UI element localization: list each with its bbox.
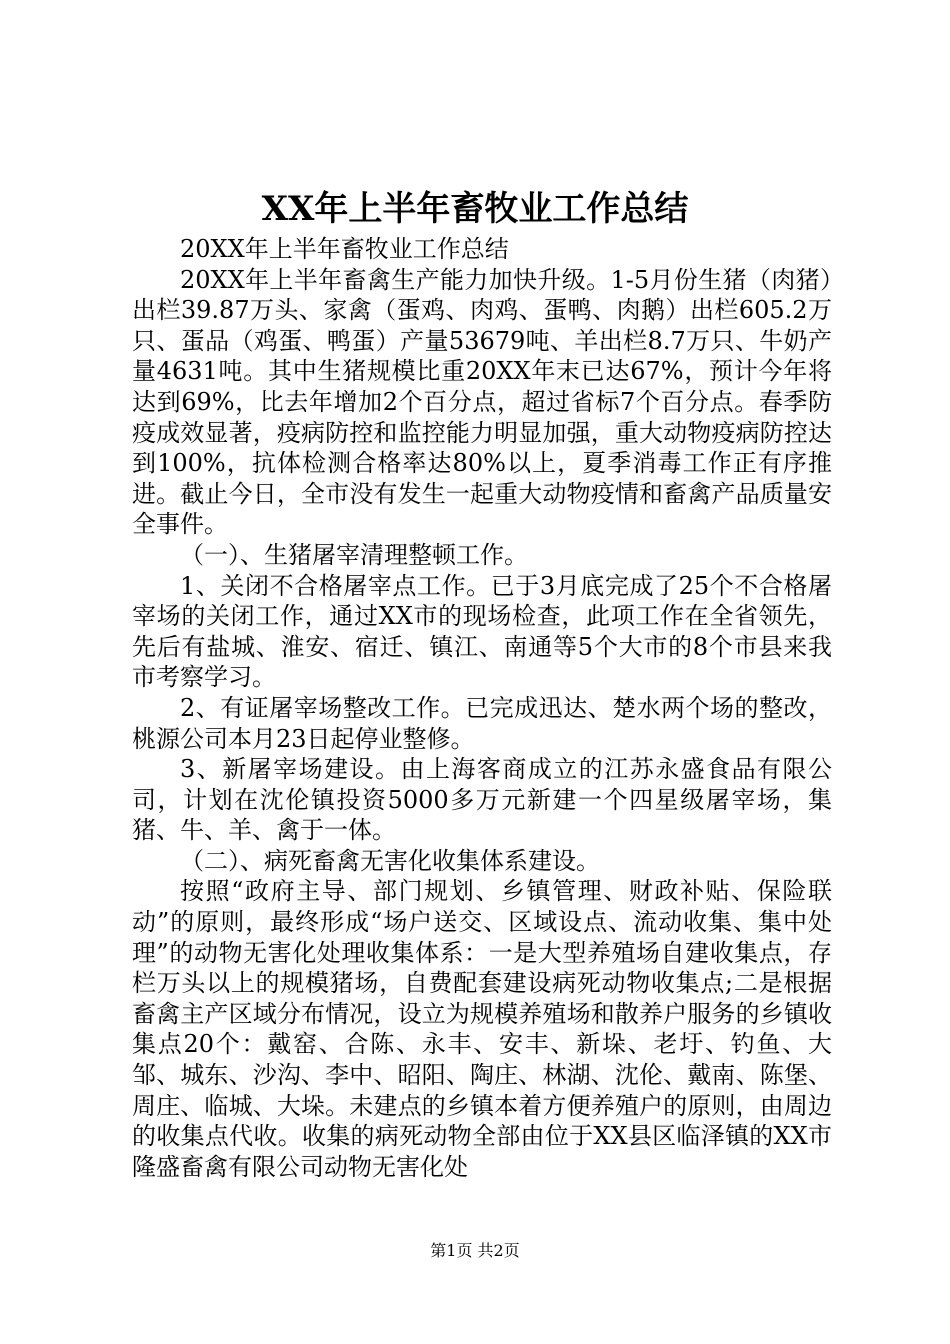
paragraph-item-3: 3、新屠宰场建设。由上海客商成立的江苏永盛食品有限公司，计划在沈伦镇投资5000多万元新建一个四星级屠宰场，集猪、牛、羊、禽于一体。 — [132, 755, 832, 845]
document-title: XX年上半年畜牧业工作总结 — [261, 189, 689, 229]
paragraph-collection-system: 按照“政府主导、部门规划、乡镇管理、财政补贴、保险联动”的原则，最终形成“场户送交、区域设点、流动收集、集中处理”的动物无害化处理收集体系：一是大型养殖场自建收集点，存栏万头以上的规模猪场，自费配套建设病死动物收集点;二是根据畜禽主产区域分布情况，设立为规模养殖场和散养户服务的乡镇收集点20个：戴窑、合陈、永丰、安丰、新垛、老圩、钓鱼、大邹、城东、沙沟、李中、昭阳、陶庄、林湖、沈伦、戴南、陈堡、周庄、临城、大垛。未建点的乡镇本着方便养殖户的原则，由周边的收集点代收。收集的病死动物全部由位于XX县区临泽镇的XX市隆盛畜禽有限公司动物无害化处 — [132, 877, 832, 1181]
paragraph-item-1: 1、关闭不合格屠宰点工作。已于3月底完成了25个不合格屠宰场的关闭工作，通过XX市的现场检查，此项工作在全省领先，先后有盐城、淮安、宿迁、镇江、南通等5个大市的8个市县来我市考察学习。 — [132, 571, 832, 692]
document-body — [132, 234, 832, 1182]
paragraph-heading: 20XX年上半年畜牧业工作总结 — [180, 235, 509, 263]
section-heading-2: （二）、病死畜禽无害化收集体系建设。 — [180, 846, 600, 875]
paragraph-item-2: 2、有证屠宰场整改工作。已完成迅达、楚水两个场的整改，桃源公司本月23日起停业整修。 — [132, 693, 832, 753]
paragraph-overview: 20XX年上半年畜禽生产能力加快升级。1-5月份生猪（肉猪）出栏39.87万头、家禽（蛋鸡、肉鸡、蛋鸭、肉鹅）出栏605.2万只、蛋品（鸡蛋、鸭蛋）产量53679吨、羊出栏8.7万只、牛奶产量4631吨。其中生猪规模比重20XX年末已达67%，预计今年将达到69%，比去年增加2个百分点，超过省标7个百分点。春季防疫成效显著，疫病防控和监控能力明显加强，重大动物疫病防控达到100%，抗体检测合格率达80%以上，夏季消毒工作正有序推进。截止今日，全市没有发生一起重大动物疫情和畜禽产品质量安全事件。 — [132, 265, 832, 539]
page-footer: 第1页 共2页 — [430, 1241, 520, 1260]
section-heading-1: （一）、生猪屠宰清理整顿工作。 — [180, 540, 528, 569]
